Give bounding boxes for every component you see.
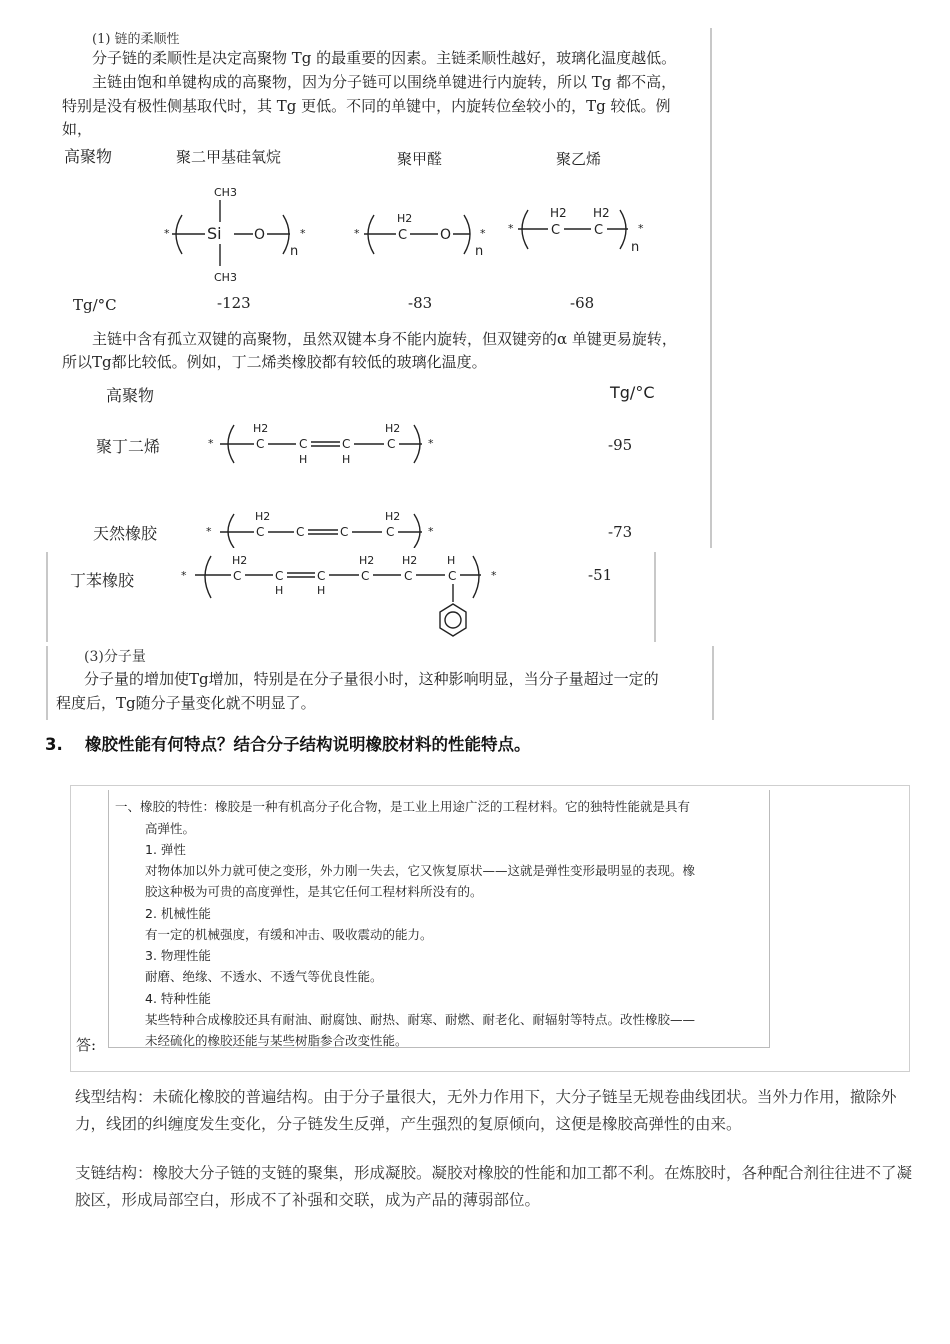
- row-tg-sbr: -51: [588, 566, 613, 584]
- svg-text:H2: H2: [593, 206, 610, 220]
- answer-line-10: 4. 特种性能: [145, 991, 211, 1006]
- answer-line-7: 有一定的机械强度，有缓和冲击、吸收震动的能力。: [145, 927, 433, 942]
- answer-label: 答:: [76, 1036, 97, 1054]
- svg-text:H2: H2: [255, 510, 271, 523]
- section1-line6: 所以Tg都比较低。例如，丁二烯类橡胶都有较低的玻璃化温度。: [62, 353, 487, 371]
- svg-text:*: *: [164, 227, 170, 240]
- svg-text:H2: H2: [397, 212, 413, 225]
- tg-label-row1: Tg/°C: [73, 296, 117, 314]
- svg-text:C: C: [386, 525, 395, 539]
- svg-text:H: H: [317, 584, 326, 597]
- answer-line-3: 1. 弹性: [145, 842, 186, 857]
- pe-structure: [508, 206, 644, 255]
- svg-text:C: C: [342, 437, 351, 451]
- svg-text:H: H: [447, 554, 456, 567]
- section3-line1: 分子量的增加使Tg增加，特别是在分子量很小时，这种影响明显，当分子量超过一定的: [84, 670, 659, 688]
- svg-text:C: C: [256, 437, 265, 451]
- svg-text:CH3: CH3: [214, 186, 237, 199]
- section1-line4: 如，: [62, 120, 93, 138]
- sbr-structure: [175, 552, 515, 642]
- svg-text:*: *: [208, 437, 214, 450]
- polymer-name-pom: 聚甲醛: [397, 150, 443, 168]
- svg-text:H: H: [275, 584, 284, 597]
- svg-text:H2: H2: [253, 422, 269, 435]
- pdms-structure: [164, 186, 306, 284]
- table-header-tg: Tg/°C: [610, 383, 655, 402]
- svg-text:H2: H2: [232, 554, 248, 567]
- question-number: 3.: [45, 735, 63, 754]
- row-tg-natural-rubber: -73: [608, 523, 633, 541]
- section1-line2: 主链由饱和单键构成的高聚物，因为分子链可以围绕单键进行内旋转，所以 Tg 都不高，: [92, 73, 677, 91]
- table-header-polymer: 高聚物: [106, 386, 155, 405]
- svg-text:C: C: [275, 569, 284, 583]
- answer-line-9: 耐磨、绝缘、不透水、不透气等优良性能。: [145, 969, 383, 984]
- paragraph-branched-structure: 支链结构：橡胶大分子链的支链的聚集，形成凝胶。凝胶对橡胶的性能和加工都不利。在炼胶时，各种配合剂往往进不了凝胶区，形成局部空白，形成不了补强和交联，成为产品的薄弱部位。: [75, 1164, 913, 1209]
- answer-line-12: 未经硫化的橡胶还能与某些树脂参合改变性能。: [145, 1033, 408, 1048]
- svg-text:C: C: [317, 569, 326, 583]
- svg-text:C: C: [398, 228, 408, 243]
- svg-text:*: *: [428, 437, 434, 450]
- svg-text:*: *: [300, 227, 306, 240]
- svg-text:C: C: [299, 437, 308, 451]
- question-text: 橡胶性能有何特点？结合分子结构说明橡胶材料的性能特点。: [85, 735, 531, 754]
- svg-text:*: *: [181, 569, 187, 582]
- section1-title: (1) 链的柔顺性: [92, 32, 180, 47]
- polymer-name-pe: 聚乙烯: [556, 150, 602, 168]
- svg-text:C: C: [296, 525, 305, 539]
- row-name-polybutadiene: 聚丁二烯: [96, 437, 161, 456]
- svg-text:*: *: [480, 227, 486, 240]
- section1-line1: 分子链的柔顺性是决定高聚物 Tg 的最重要的因素。主链柔顺性越好，玻璃化温度越低。: [92, 49, 677, 67]
- svg-text:n: n: [475, 244, 484, 259]
- svg-text:*: *: [428, 525, 434, 538]
- svg-text:C: C: [594, 223, 604, 238]
- svg-text:C: C: [404, 569, 413, 583]
- row-name-sbr: 丁苯橡胶: [70, 571, 135, 590]
- paragraph-linear-structure: 线型结构：未硫化橡胶的普遍结构。由于分子量很大，无外力作用下，大分子链呈无规卷曲线团状。当外力作用，撤除外力，线团的纠缠度发生变化，分子链发生反弹，产生强烈的复原倾向，这便是橡胶高弹性的由来。: [75, 1088, 897, 1133]
- answer-line-2: 高弹性。: [145, 821, 196, 836]
- answer-line-11: 某些特种合成橡胶还具有耐油、耐腐蚀、耐热、耐寒、耐燃、耐老化、耐辐射等特点。改性橡胶——: [145, 1012, 696, 1027]
- answer-line-1: 一、橡胶的特性：橡胶是一种有机高分子化合物，是工业上用途广泛的工程材料。它的独特性能就是具有: [115, 799, 691, 814]
- natural-rubber-structure: [200, 506, 460, 548]
- svg-text:H: H: [342, 453, 351, 466]
- svg-text:H2: H2: [385, 510, 401, 523]
- svg-text:*: *: [638, 222, 644, 235]
- polymer-name-pdms: 聚二甲基硅氧烷: [176, 148, 282, 166]
- svg-text:C: C: [551, 223, 561, 238]
- question-heading: [45, 731, 531, 755]
- svg-text:C: C: [448, 569, 457, 583]
- svg-text:CH3: CH3: [214, 271, 237, 284]
- section3-title: (3)分子量: [84, 649, 146, 665]
- svg-text:*: *: [508, 222, 514, 235]
- svg-text:*: *: [491, 569, 497, 582]
- answer-line-4: 对物体加以外力就可使之变形，外力刚一失去，它又恢复原状——这就是弹性变形最明显的表现。橡: [145, 863, 696, 878]
- polybutadiene-structure: [200, 415, 460, 475]
- svg-text:C: C: [387, 437, 396, 451]
- row-name-natural-rubber: 天然橡胶: [93, 524, 158, 543]
- tg-value-pdms: -123: [217, 294, 251, 312]
- svg-text:*: *: [206, 525, 212, 538]
- svg-text:H: H: [299, 453, 308, 466]
- svg-text:*: *: [354, 227, 360, 240]
- svg-text:H2: H2: [550, 206, 567, 220]
- section3-line2: 程度后，Tg随分子量变化就不明显了。: [56, 694, 316, 712]
- tg-value-pom: -83: [408, 294, 433, 312]
- answer-line-8: 3. 物理性能: [145, 948, 211, 963]
- section1-line3: 特别是没有极性侧基取代时，其 Tg 更低。不同的单键中，内旋转位垒较小的，Tg 较低。例: [62, 97, 671, 115]
- header-polymer: 高聚物: [64, 147, 113, 166]
- answer-line-5: 胶这种极为可贵的高度弹性，是其它任何工程材料所没有的。: [145, 884, 483, 899]
- section1-line5: 主链中含有孤立双键的高聚物，虽然双键本身不能内旋转，但双键旁的α 单键更易旋转，: [92, 330, 677, 348]
- svg-text:n: n: [631, 240, 640, 255]
- svg-text:Si: Si: [207, 224, 222, 243]
- svg-text:H2: H2: [385, 422, 401, 435]
- pom-structure: [354, 212, 486, 259]
- svg-text:C: C: [256, 525, 265, 539]
- svg-text:H2: H2: [402, 554, 418, 567]
- row-tg-polybutadiene: -95: [608, 436, 633, 454]
- svg-text:H2: H2: [359, 554, 375, 567]
- answer-line-6: 2. 机械性能: [145, 906, 211, 921]
- svg-text:C: C: [361, 569, 370, 583]
- svg-text:n: n: [290, 244, 299, 259]
- svg-text:O: O: [440, 227, 452, 243]
- tg-value-pe: -68: [570, 294, 595, 312]
- svg-text:C: C: [233, 569, 242, 583]
- svg-text:O: O: [254, 227, 266, 243]
- structures-row-1: [150, 180, 690, 290]
- svg-text:C: C: [340, 525, 349, 539]
